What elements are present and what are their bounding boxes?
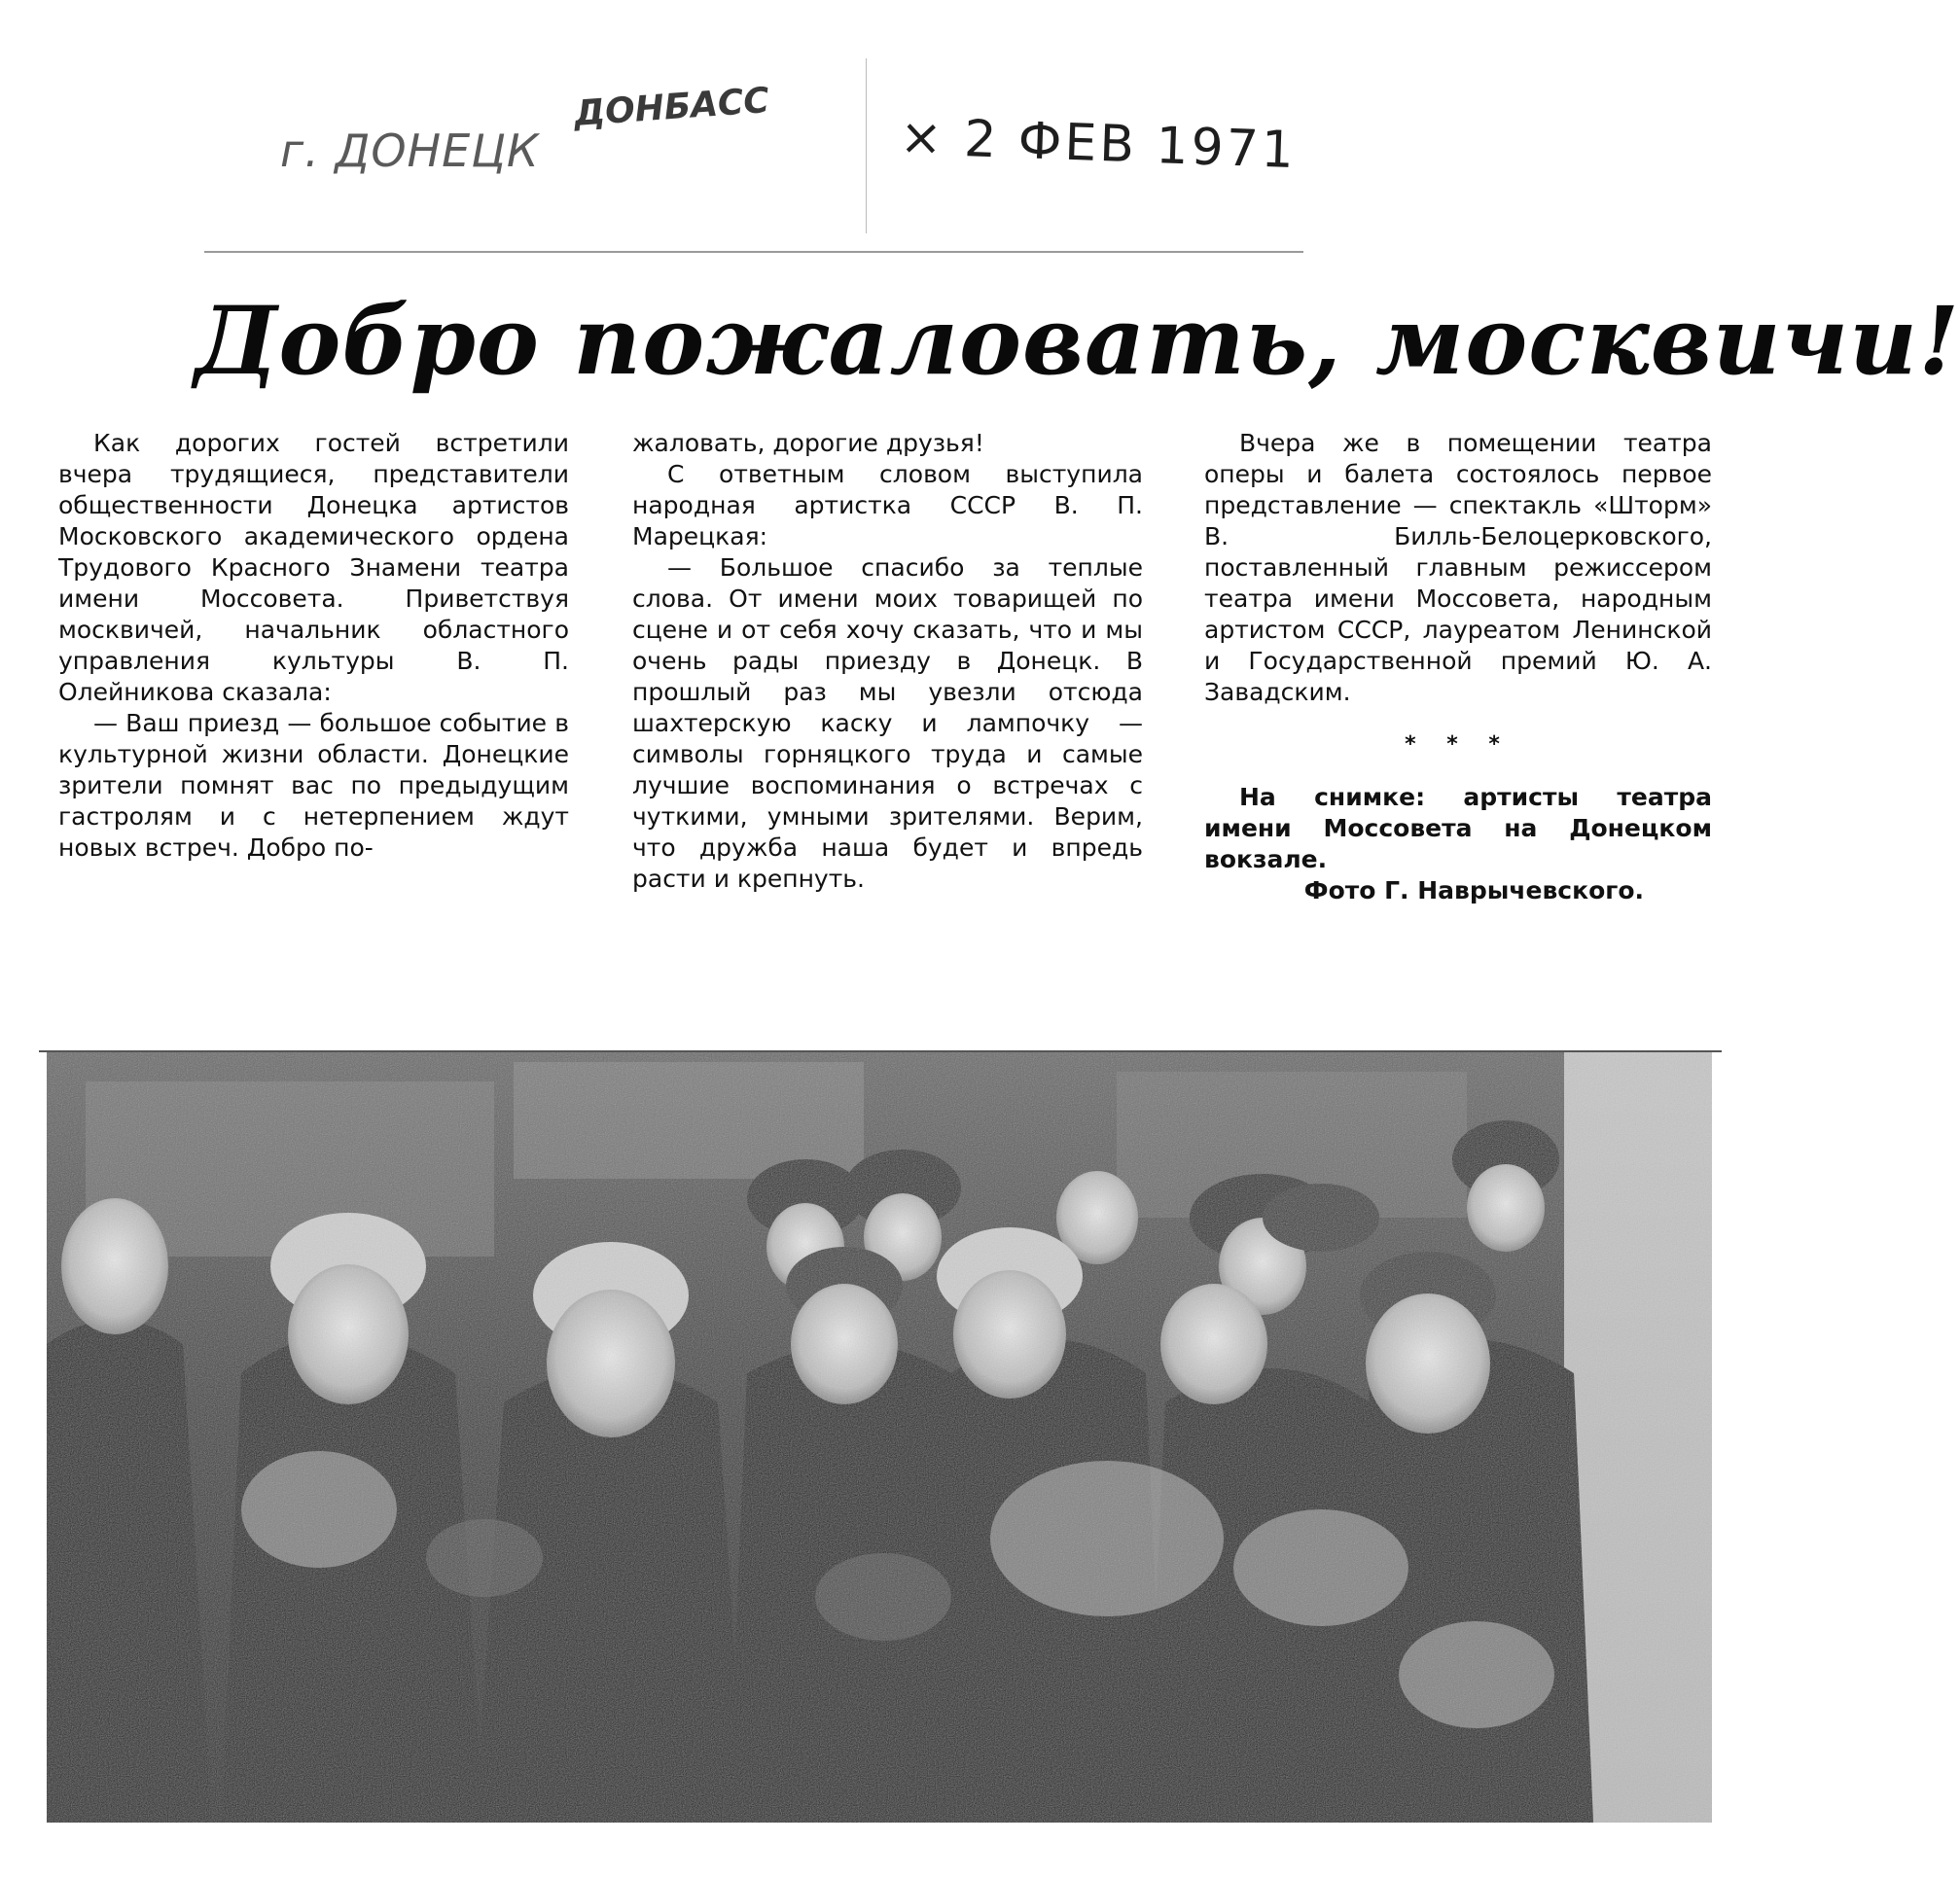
article-headline: Добро пожаловать, москвичи! (195, 286, 1960, 396)
stamp-underline (204, 251, 1303, 253)
stamp-newspaper: ДОНБАСС (572, 81, 771, 134)
group-photo (47, 1052, 1712, 1823)
paragraph: Как дорогих гостей встретили вчера трудящиеся, представители общественности Донецка артистов Московского академического ордена Трудового Красного Знамени театра имени Моссовета. Приветствуя москвичей, начальник областного управления культуры В. П. Олейникова сказала: (58, 429, 569, 706)
section-separator: * * * (1405, 732, 1512, 757)
stamp-date: × 2 ФЕВ 1971 (899, 107, 1298, 181)
photo-caption: На снимке: артисты театра имени Моссовета на Донецком вокзале. (1204, 783, 1712, 873)
article-column-1 (58, 428, 569, 864)
stamp-divider (866, 58, 867, 233)
paragraph: Вчера же в помещении театра оперы и балета состоялось первое представление — спектакль «Шторм» В. Билль-Белоцерковского, поставленный главным режиссером театра имени Моссовета, народным артистом СССР, лауреатом Ленинской и Государственной премий Ю. А. Завадским. (1204, 429, 1712, 706)
article-column-3 (1204, 428, 1712, 906)
group-photo-image (47, 1052, 1712, 1823)
photo-credit: Фото Г. Наврычевского. (1303, 876, 1644, 904)
article-column-2 (632, 428, 1143, 895)
paragraph: — Ваш приезд — большое событие в культурной жизни области. Донецкие зрители помнят вас по предыдущим гастролям и с нетерпением ждут новых встреч. Добро по- (58, 709, 569, 862)
paragraph: — Большое спасибо за теплые слова. От имени моих товарищей по сцене и от себя хочу сказать, что и мы очень рады приезду в Донецк. В прошлый раз мы увезли отсюда шахтерскую каску и лампочку — символы горняцкого труда и самые лучшие воспоминания о встречах с чуткими, умными зрителями. Верим, что дружба наша будет и впредь расти и крепнуть. (632, 553, 1143, 893)
paragraph: жаловать, дорогие друзья! (632, 429, 984, 457)
stamp-city: г. ДОНЕЦК (280, 124, 540, 177)
paragraph: С ответным словом выступила народная артистка СССР В. П. Марецкая: (632, 460, 1143, 550)
